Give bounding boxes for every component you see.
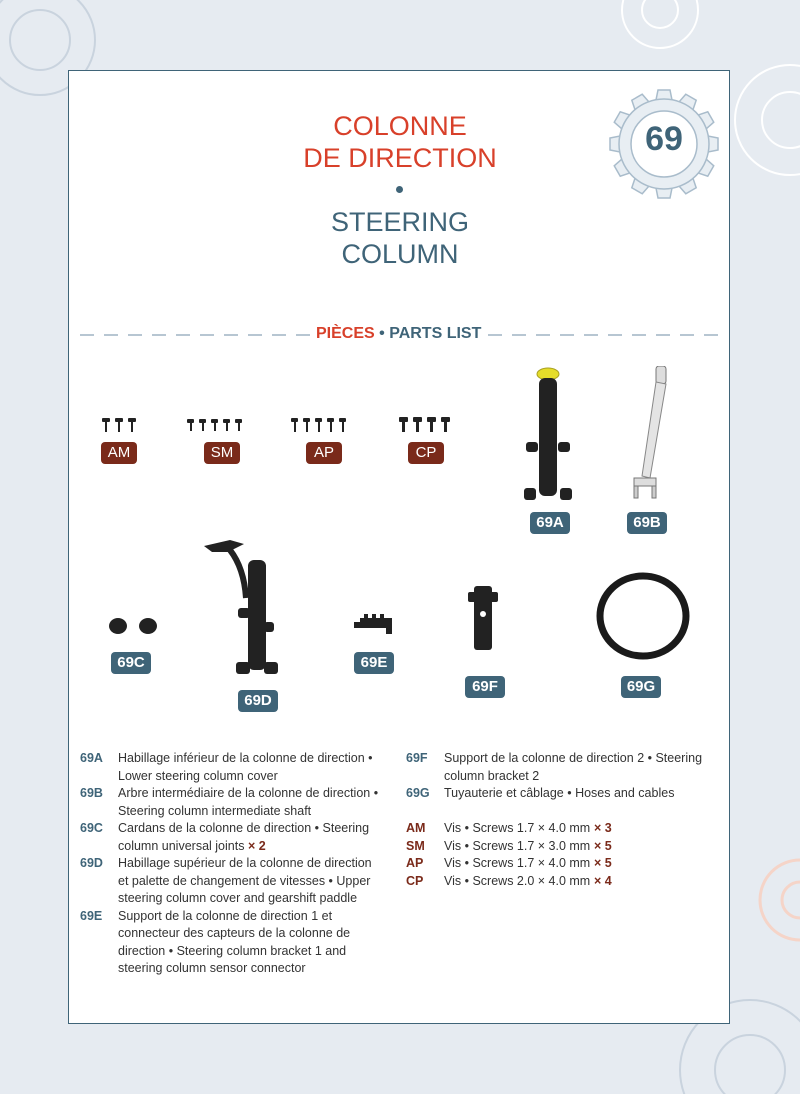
parts-list-heading: PIÈCES • PARTS LIST bbox=[310, 325, 487, 343]
legend-item: 69B Arbre intermédiaire de la colonne de direction • Steering column intermediate shaft bbox=[80, 786, 379, 818]
tag-ap: AP bbox=[306, 442, 342, 464]
tag-69g: 69G bbox=[621, 676, 661, 698]
screw-item: CP Vis • Screws 2.0 × 4.0 mm × 4 bbox=[406, 873, 612, 888]
screws-sm-illustration bbox=[186, 419, 250, 433]
tag-69d: 69D bbox=[238, 690, 278, 712]
issue-number: 69 bbox=[645, 120, 683, 158]
legend-item: 69A Habillage inférieur de la colonne de direction • Lower steering column cover bbox=[80, 751, 373, 783]
tag-cp: CP bbox=[408, 442, 444, 464]
tag-69a: 69A bbox=[530, 512, 570, 534]
legend-item: 69D Habillage supérieur de la colonne de direction et palette de changement de vitesses • Upper steering column cover and gearshift paddle bbox=[80, 856, 372, 905]
screws-am-illustration bbox=[100, 418, 140, 434]
tag-69e: 69E bbox=[354, 652, 394, 674]
legend-item: 69E Support de la colonne de direction 1 et connecteur des capteurs de la colonne de direction • Steering column bracket 1 and steering column sensor connector bbox=[80, 908, 351, 975]
tag-sm: SM bbox=[204, 442, 240, 464]
title-separator-dot bbox=[396, 186, 403, 193]
legend-item: 69G Tuyauterie et câblage • Hoses and cables bbox=[406, 786, 675, 800]
legend-left bbox=[80, 750, 380, 978]
background-gear-icon bbox=[730, 840, 800, 960]
screw-item: AM Vis • Screws 1.7 × 4.0 mm × 3 bbox=[406, 821, 612, 835]
screw-item: AP Vis • Screws 1.7 × 4.0 mm × 5 bbox=[406, 856, 612, 870]
part-69f-illustration bbox=[466, 586, 500, 650]
screws-ap-illustration bbox=[290, 418, 354, 434]
part-69b-illustration bbox=[628, 366, 672, 502]
part-69a-illustration bbox=[518, 366, 574, 506]
background-gear-icon bbox=[600, 0, 720, 70]
tag-69b: 69B bbox=[627, 512, 667, 534]
legend-item: 69F Support de la colonne de direction 2 • Steering column bracket 2 bbox=[406, 751, 703, 783]
part-69e-illustration bbox=[352, 612, 396, 634]
title-fr: COLONNE DE DIRECTION bbox=[303, 111, 497, 173]
tag-am: AM bbox=[101, 442, 137, 464]
part-69d-illustration bbox=[200, 538, 284, 680]
legend-right bbox=[406, 750, 716, 803]
part-69c-illustration bbox=[108, 616, 160, 636]
screws-cp-illustration bbox=[398, 417, 452, 433]
part-69g-illustration bbox=[596, 572, 690, 660]
title-en: STEERING COLUMN bbox=[330, 207, 470, 269]
screw-item: SM Vis • Screws 1.7 × 3.0 mm × 5 bbox=[406, 838, 612, 853]
screws-list bbox=[406, 820, 716, 890]
tag-69c: 69C bbox=[111, 652, 151, 674]
tag-69f: 69F bbox=[465, 676, 505, 698]
legend-item: 69C Cardans de la colonne de direction • Steering column universal joints × 2 bbox=[80, 821, 370, 853]
